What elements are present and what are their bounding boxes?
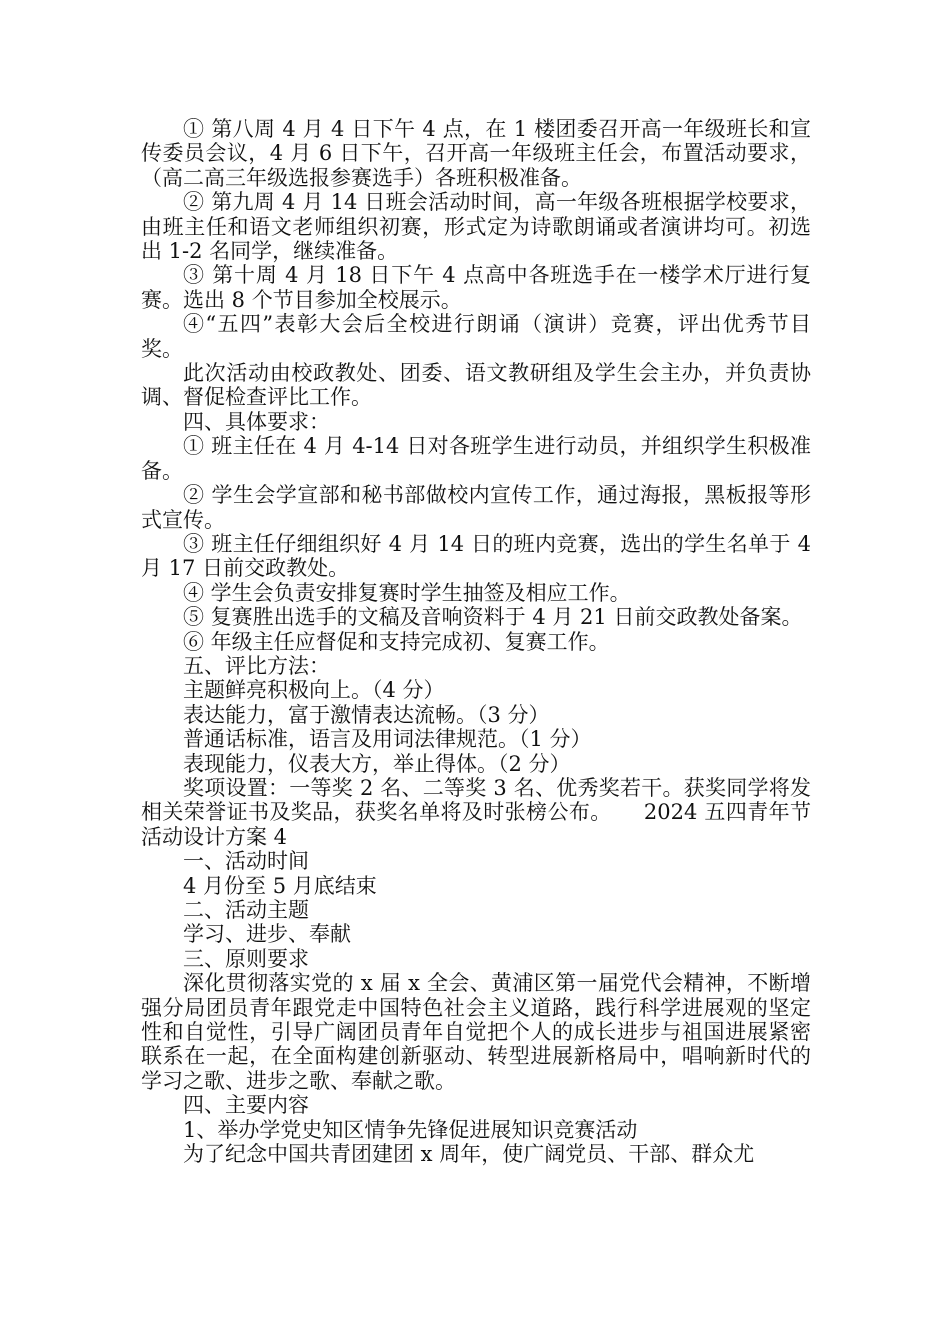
paragraph-11: ⑤ 复赛胜出选手的文稿及音响资料于 4 月 21 日前交政教处备案。 — [183, 605, 803, 630]
paragraph-8: ② 学生会学宣部和秘书部做校内宣传工作，通过海报，黑板报等形式宣传。 — [141, 483, 811, 532]
section-heading-scoring: 五、评比方法： — [183, 653, 330, 678]
scoring-item-3: 普通话标准，语言及用词法律规范。（1 分） — [183, 727, 592, 752]
paragraph-10: ④ 学生会负责安排复赛时学生抽签及相应工作。 — [183, 580, 631, 605]
paragraph-time: 4 月份至 5 月底结束 — [183, 873, 377, 898]
document-body — [141, 117, 811, 1166]
paragraph-content-1: 1、举办学党史知区情争先锋促进展知识竞赛活动 — [183, 1117, 638, 1142]
paragraph-9: ③ 班主任仔细组织好 4 月 14 日的班内竞赛，选出的学生名单于 4 月 17 日前交政教处。 — [141, 531, 811, 581]
paragraph-4: ④“五四”表彰大会后全校进行朗诵（演讲）竞赛，评出优秀节目奖。 — [141, 312, 811, 361]
paragraph-1: ① 第八周 4 月 4 日下午 4 点，在 1 楼团委召开高一年级班长和宣传委员会议，4 月 6 日下午，召开高一年级班主任会，布置活动要求，（高二高三年级选报参赛选手）各班积极准备。 — [141, 117, 811, 190]
section-heading-theme: 二、活动主题 — [183, 898, 309, 922]
scoring-item-2: 表达能力，富于激情表达流畅。（3 分） — [183, 702, 550, 727]
paragraph-5: 此次活动由校政教处、团委、语文教研组及学生会主办，并负责协调、督促检查评比工作。 — [141, 361, 811, 410]
paragraph-12: ⑥ 年级主任应督促和支持完成初、复赛工作。 — [183, 629, 610, 654]
paragraph-principles: 深化贯彻落实党的 x 届 x 全会、黄浦区第一届党代会精神，不断增强分局团员青年跟党走中国特色社会主义道路，践行科学进展观的坚定性和自觉性，引导广阔团员青年自觉把个人的成长进步与祖国进展紧密联系在一起，在全面构建创新驱动、转型进展新格局中，唱响新时代的学习之歌、进步之歌、奉献之歌。 — [141, 971, 811, 1093]
section-heading-time: 一、活动时间 — [183, 849, 309, 874]
section-heading-content: 四、主要内容 — [183, 1093, 309, 1118]
paragraph-2: ② 第九周 4 月 14 日班会活动时间，高一年级各班根据学校要求，由班主任和语文老师组织初赛，形式定为诗歌朗诵或者演讲均可。初选出 1-2 名同学，继续准备。 — [141, 190, 811, 264]
paragraph-3: ③ 第十周 4 月 18 日下午 4 点高中各班选手在一楼学术厅进行复赛。选出 8 个节目参加全校展示。 — [141, 263, 811, 312]
paragraph-theme: 学习、进步、奉献 — [183, 922, 351, 947]
section-heading-requirements: 四、具体要求： — [183, 409, 330, 434]
scoring-item-4: 表现能力，仪表大方，举止得体。（2 分） — [183, 751, 571, 776]
paragraph-awards: 奖项设置：一等奖 2 名、二等奖 3 名、优秀奖若干。获奖同学将发相关荣誉证书及奖品，获奖名单将及时张榜公布。 2024 五四青年节活动设计方案 4 — [141, 775, 811, 849]
paragraph-content-2: 为了纪念中国共青团建团 x 周年，使广阔党员、干部、群众尤 — [183, 1142, 755, 1167]
scoring-item-1: 主题鲜亮积极向上。（4 分） — [183, 678, 445, 703]
paragraph-7: ① 班主任在 4 月 4-14 日对各班学生进行动员，并组织学生积极准备。 — [141, 434, 811, 483]
section-heading-principles: 三、原则要求 — [183, 946, 309, 971]
